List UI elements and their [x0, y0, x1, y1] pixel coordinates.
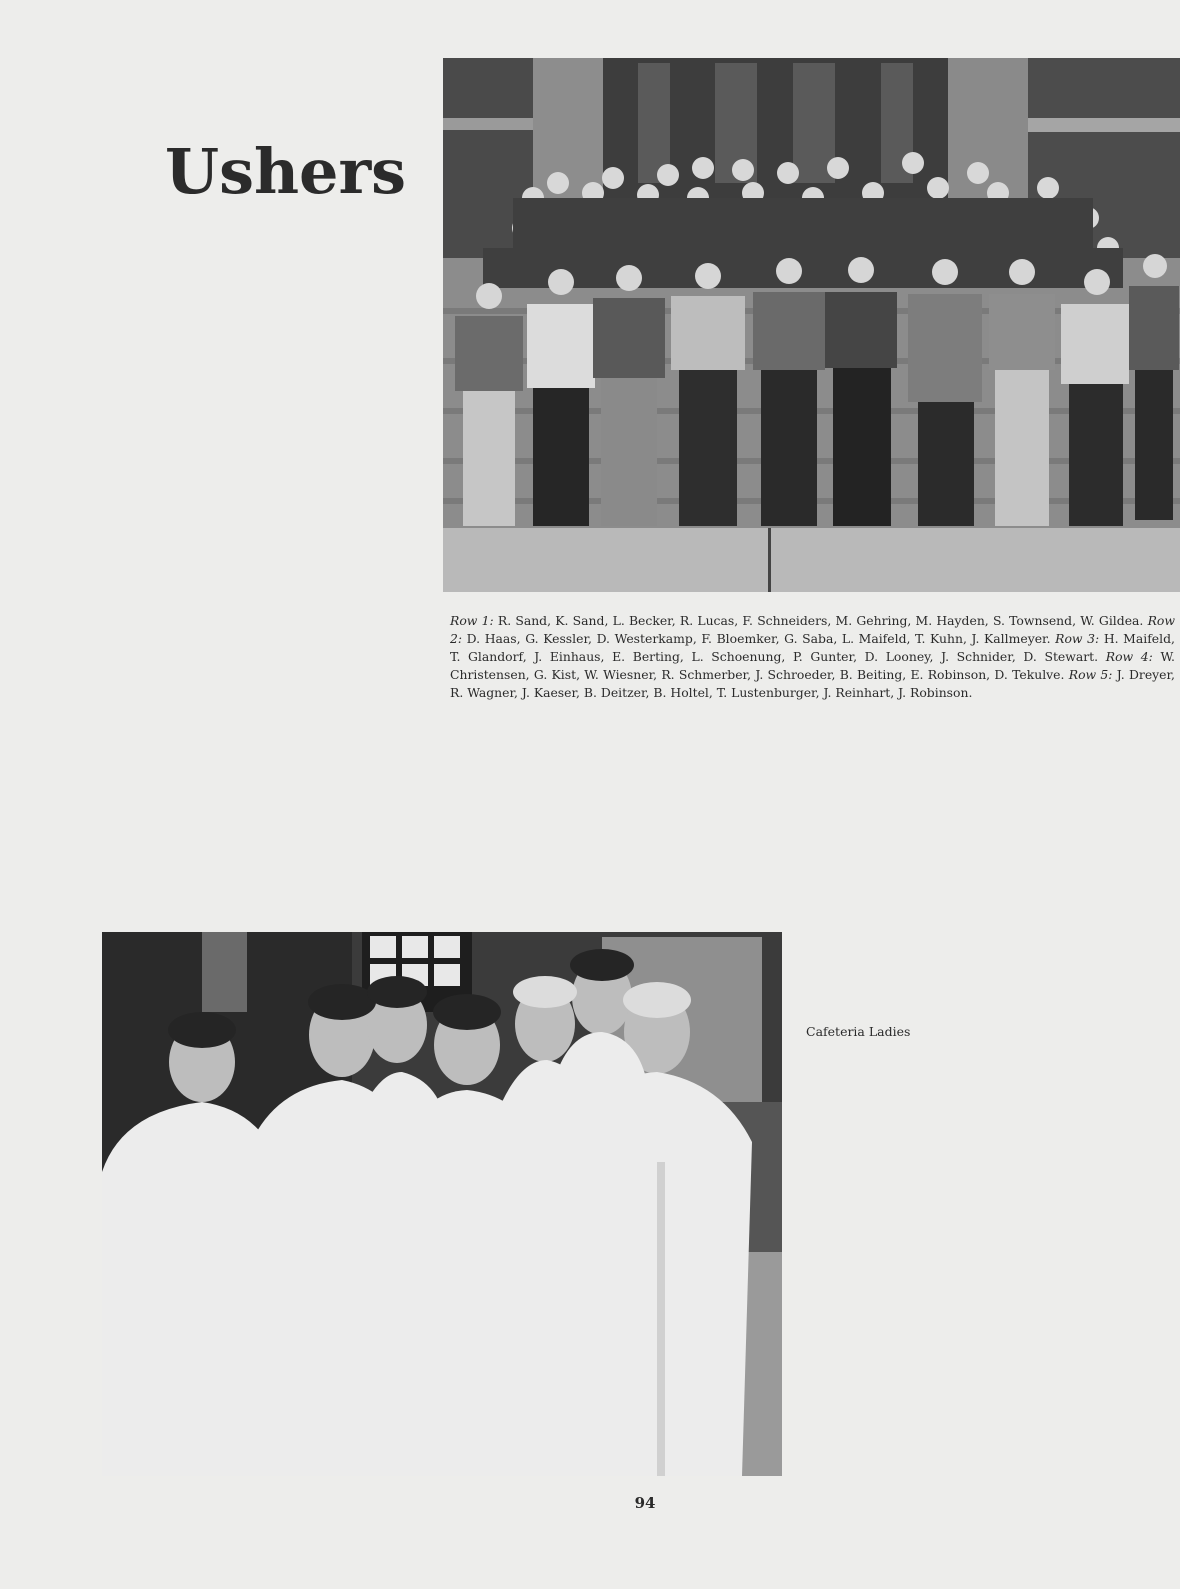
row-names: W. Christensen, G. Kist, W. Wiesner, R. Schmerber, J. Schroeder, B. Beiting, E. Robinson, D. Tekulve. [450, 649, 1175, 682]
cafeteria-ladies-photo [102, 932, 782, 1476]
row-names: D. Haas, G. Kessler, D. Westerkamp, F. Bloemker, G. Saba, L. Maifeld, T. Kuhn, J. Kallmeyer. [466, 631, 1051, 646]
page-number: 94 [634, 1494, 656, 1512]
row-label: Row 2: [450, 613, 1175, 646]
row-names: J. Dreyer, R. Wagner, J. Kaeser, B. Deitzer, B. Holtel, T. Lustenburger, J. Reinhart, J. Robinson. [450, 667, 1175, 700]
row-label: Row 1: [450, 613, 494, 628]
row-label: Row 4: [1105, 649, 1153, 664]
cafeteria-caption: Cafeteria Ladies [806, 1024, 911, 1039]
row-label: Row 3: [1055, 631, 1100, 646]
row-names: R. Sand, K. Sand, L. Becker, R. Lucas, F. Schneiders, M. Gehring, M. Hayden, S. Townsend, W. Gildea. [497, 613, 1144, 628]
row-label: Row 5: [1068, 667, 1113, 682]
ushers-group-photo [443, 58, 1180, 592]
row-names: H. Maifeld, T. Glandorf, J. Einhaus, E. Berting, L. Schoenung, P. Gunter, D. Looney, J. Schnider, D. Stewart. [450, 631, 1175, 664]
ushers-caption [450, 612, 1175, 702]
page-title: Ushers [165, 135, 407, 208]
